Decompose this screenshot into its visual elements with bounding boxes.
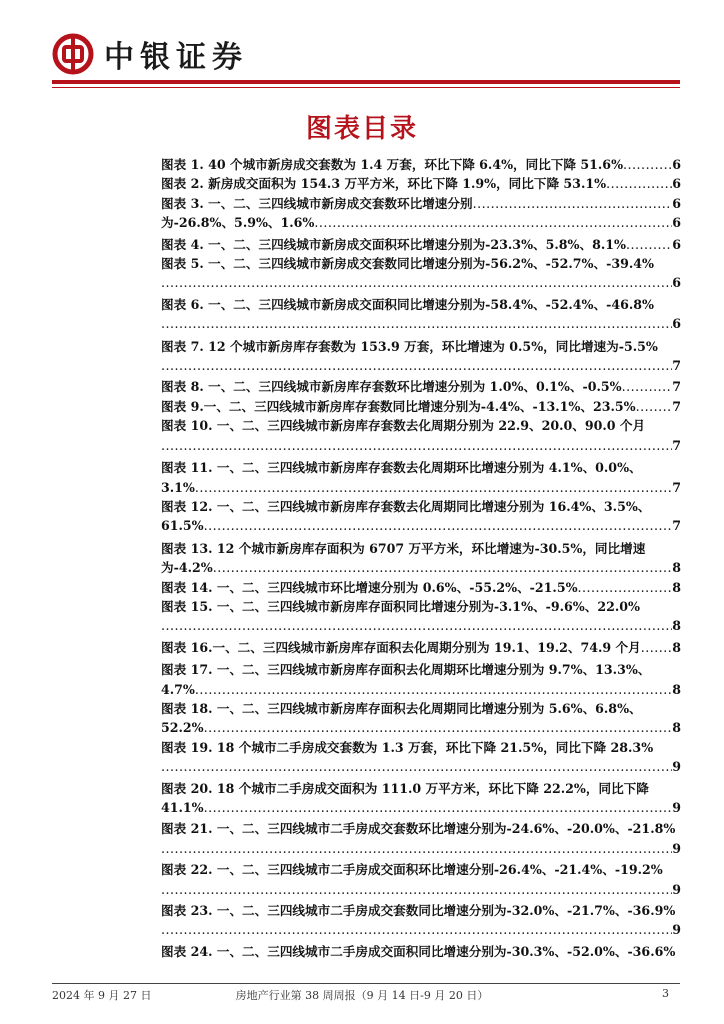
leader-dots xyxy=(204,798,673,817)
header-rule-thin xyxy=(52,87,680,88)
leader-dots xyxy=(204,718,673,737)
toc-entry-text: 图表 20. 18 个城市二手房成交面积为 111.0 万平方米，环比下降 22.2%，同比下降 xyxy=(161,780,649,796)
leader-dots xyxy=(204,516,673,535)
leader-dots xyxy=(161,356,672,375)
toc-entry[interactable] xyxy=(161,397,681,416)
toc-entry-line xyxy=(161,516,681,535)
toc-entry-line xyxy=(161,416,681,435)
toc-entry-text: 61.5% xyxy=(161,518,204,534)
toc-entry-text: 图表 16.一、二、三四线城市新房库存面积去化周期分别为 19.1、19.2、74.9 个月 xyxy=(161,639,641,655)
toc-page-number: 6 xyxy=(672,195,681,211)
toc-entry-line xyxy=(161,377,681,396)
toc-entry-line xyxy=(161,699,681,718)
footer-date: 2024 年 9 月 27 日 xyxy=(52,989,152,1002)
toc-entry-line xyxy=(161,819,681,838)
toc-entry-line xyxy=(161,660,681,679)
toc-entry-text: 图表 3. 一、二、三四线城市新房成交套数环比增速分别 xyxy=(161,195,473,211)
toc-page-number: 6 xyxy=(672,176,681,192)
toc-entry-line xyxy=(161,155,681,174)
toc-entry[interactable] xyxy=(161,638,681,657)
toc-entry-line xyxy=(161,860,681,879)
toc-entry-line xyxy=(161,779,681,798)
toc-entry-text: 52.2% xyxy=(161,720,204,736)
toc-entry-line xyxy=(161,558,681,577)
leader-dots xyxy=(473,194,673,213)
toc-entry-line xyxy=(161,920,681,939)
toc-entry-line xyxy=(161,356,681,375)
toc-entry[interactable] xyxy=(161,254,681,293)
toc-entry-line xyxy=(161,295,681,314)
toc-entry-line xyxy=(161,254,681,273)
toc-entry-line xyxy=(161,942,681,961)
toc-entry[interactable] xyxy=(161,416,681,455)
toc-entry-line xyxy=(161,597,681,616)
toc-page-number: 9 xyxy=(672,800,681,815)
toc-entry-line xyxy=(161,273,681,292)
toc-entry-text: 图表 14. 一、二、三四线城市环比增速分别为 0.6%、-55.2%、-21.5% xyxy=(161,579,578,595)
leader-dots xyxy=(626,235,672,254)
toc-entry-text: 为-4.2% xyxy=(161,560,213,576)
toc-entry[interactable] xyxy=(161,597,681,636)
toc-page-number: 6 xyxy=(672,157,681,172)
toc-entry[interactable] xyxy=(161,337,681,376)
toc-entry-line xyxy=(161,497,681,516)
toc-entry-line xyxy=(161,680,681,699)
toc-page-number: 9 xyxy=(672,881,681,897)
toc-entry-line xyxy=(161,235,681,254)
toc-entry-line xyxy=(161,638,681,657)
leader-dots xyxy=(161,273,672,292)
toc-page-number: 8 xyxy=(672,560,681,576)
leader-dots xyxy=(623,155,672,174)
toc-entry-line xyxy=(161,578,681,597)
bank-of-china-logo-icon xyxy=(52,33,94,75)
toc-entry-text: 图表 10. 一、二、三四线城市新房库存套数去化周期分别为 22.9、20.0、90.0 个月 xyxy=(161,418,646,434)
toc-page-number: 7 xyxy=(672,379,681,395)
toc-entry[interactable] xyxy=(161,155,681,174)
toc-entry-text: 图表 13. 12 个城市新房库存面积为 6707 万平方米，环比增速为-30.5%，同比增速 xyxy=(161,540,646,556)
toc-page-number: 6 xyxy=(672,236,681,252)
toc-entry-text: 图表 23. 一、二、三四线城市二手房成交套数同比增速分别为-32.0%、-21.7%、-36.9% xyxy=(161,903,676,919)
toc-entry[interactable] xyxy=(161,194,681,233)
toc-entry-line xyxy=(161,718,681,737)
page-title: 图表目录 xyxy=(305,114,418,144)
toc-entry[interactable] xyxy=(161,738,681,777)
toc-entry[interactable] xyxy=(161,295,681,334)
toc-entry-line xyxy=(161,458,681,477)
toc-entry[interactable] xyxy=(161,942,681,961)
leader-dots xyxy=(314,213,672,232)
toc-entry[interactable] xyxy=(161,819,681,858)
toc-entry-line xyxy=(161,213,681,232)
toc-entry-text: 图表 1. 40 个城市新房成交套数为 1.4 万套，环比下降 6.4%，同比下降 51.6% xyxy=(161,157,624,172)
toc-page-number: 6 xyxy=(672,215,681,231)
toc-entry-line xyxy=(161,314,681,333)
leader-dots xyxy=(195,680,672,699)
leader-dots xyxy=(195,478,672,497)
footer-page-number: 3 xyxy=(662,987,669,1000)
toc-page-number: 7 xyxy=(672,479,681,495)
toc-entry-text: 图表 21. 一、二、三四线城市二手房成交套数环比增速分别为-24.6%、-20.0%、-21.8% xyxy=(161,821,676,837)
toc-page-number: 6 xyxy=(672,316,681,332)
toc-entry-text: 图表 6. 一、二、三四线城市新房成交面积同比增速分别为-58.4%、-52.4%、-46.8% xyxy=(161,296,654,312)
header-rule xyxy=(52,80,680,84)
leader-dots xyxy=(606,174,672,193)
toc-entry-text: 图表 7. 12 个城市新房库存套数为 153.9 万套，环比增速为 0.5%，同比增速为-5.5% xyxy=(161,338,658,354)
toc-entry-line xyxy=(161,616,681,635)
toc-page-number: 7 xyxy=(672,358,681,374)
toc-entry[interactable] xyxy=(161,539,681,578)
toc-entry-text: 3.1% xyxy=(161,479,195,495)
toc-entry-text: 41.1% xyxy=(161,800,204,815)
toc-entry-text: 图表 17. 一、二、三四线城市新房库存面积去化周期环比增速分别为 9.7%、13.3%、 xyxy=(161,662,651,678)
toc-entry[interactable] xyxy=(161,377,681,396)
leader-dots xyxy=(161,839,672,858)
toc-entry-line xyxy=(161,174,681,193)
toc-entry-text: 图表 15. 一、二、三四线城市新房库存面积同比增速分别为-3.1%、-9.6%、22.0% xyxy=(161,598,640,614)
toc-entry[interactable] xyxy=(161,497,681,536)
toc-entry-text: 图表 2. 新房成交面积为 154.3 万平方米，环比下降 1.9%，同比下降 53.1% xyxy=(161,176,607,192)
leader-dots xyxy=(161,920,672,939)
toc-page-number: 8 xyxy=(672,579,681,595)
toc-entry-line xyxy=(161,798,681,817)
toc-entry-text: 图表 24. 一、二、三四线城市二手房成交面积同比增速分别为-30.3%、-52.0%、-36.6% xyxy=(161,943,676,959)
toc-entry-line xyxy=(161,880,681,899)
toc-entry-line xyxy=(161,194,681,213)
footer-rule xyxy=(52,983,680,984)
leader-dots xyxy=(213,558,673,577)
toc-page-number: 7 xyxy=(672,437,681,453)
toc-page-number: 6 xyxy=(672,275,681,291)
toc-entry-text: 图表 9.一、二、三四线城市新房库存套数同比增速分别为-4.4%、-13.1%、23.5% xyxy=(161,398,636,414)
toc-entry-line xyxy=(161,478,681,497)
footer-title: 房地产行业第 38 周周报（9 月 14 日-9 月 20 日） xyxy=(235,989,489,1002)
leader-dots xyxy=(161,880,672,899)
toc-entry-text: 图表 4. 一、二、三四线城市新房成交面积环比增速分别为-23.3%、5.8%、8.1% xyxy=(161,236,626,252)
toc-entry-text: 图表 8. 一、二、三四线城市新房库存套数环比增速分别为 1.0%、0.1%、-0.5% xyxy=(161,379,622,395)
toc-entry[interactable] xyxy=(161,779,681,818)
leader-dots xyxy=(622,377,673,396)
leader-dots xyxy=(578,578,673,597)
toc-entry-line xyxy=(161,901,681,920)
toc-page-number: 8 xyxy=(672,720,681,736)
table-of-figures xyxy=(161,155,681,961)
toc-page-number: 9 xyxy=(672,759,681,775)
toc-entry[interactable] xyxy=(161,578,681,597)
toc-entry-line xyxy=(161,337,681,356)
toc-entry-line xyxy=(161,397,681,416)
toc-entry-text: 为-26.8%、5.9%、1.6% xyxy=(161,215,315,231)
toc-entry-text: 4.7% xyxy=(161,681,195,697)
leader-dots xyxy=(161,757,672,776)
toc-entry-text: 图表 22. 一、二、三四线城市二手房成交面积环比增速分别-26.4%、-21.4%、-19.2% xyxy=(161,862,663,878)
toc-entry-line xyxy=(161,738,681,757)
toc-page-number: 8 xyxy=(672,639,681,655)
leader-dots xyxy=(161,314,672,333)
toc-entry-text: 图表 5. 一、二、三四线城市新房成交套数同比增速分别为-56.2%、-52.7%、-39.4% xyxy=(161,256,654,272)
page-header xyxy=(52,32,248,76)
toc-page-number: 7 xyxy=(672,398,681,414)
toc-entry-line xyxy=(161,839,681,858)
toc-entry-text: 图表 18. 一、二、三四线城市新房库存面积去化周期同比增速分别为 5.6%、6.8%、 xyxy=(161,700,642,716)
leader-dots xyxy=(636,397,673,416)
leader-dots xyxy=(641,638,673,657)
toc-entry-text: 图表 19. 18 个城市二手房成交套数为 1.3 万套，环比下降 21.5%，同比下降 28.3% xyxy=(161,739,654,755)
toc-page-number: 9 xyxy=(672,840,681,856)
toc-page-number: 9 xyxy=(672,922,681,938)
toc-entry-text: 图表 12. 一、二、三四线城市新房库存套数去化周期同比增速分别为 16.4%、3.5%、 xyxy=(161,498,651,514)
toc-entry[interactable] xyxy=(161,860,681,899)
leader-dots xyxy=(161,616,672,635)
toc-entry-line xyxy=(161,539,681,558)
toc-entry-text: 图表 11. 一、二、三四线城市新房库存套数去化周期环比增速分别为 4.1%、0.0%、 xyxy=(161,460,642,476)
toc-page-number: 8 xyxy=(672,681,681,697)
toc-entry[interactable] xyxy=(161,901,681,940)
toc-entry[interactable] xyxy=(161,458,681,497)
toc-entry[interactable] xyxy=(161,174,681,193)
toc-entry[interactable] xyxy=(161,699,681,738)
toc-entry-line xyxy=(161,757,681,776)
leader-dots xyxy=(161,436,672,455)
toc-page-number: 7 xyxy=(672,518,681,534)
toc-entry[interactable] xyxy=(161,235,681,254)
toc-page-number: 8 xyxy=(672,618,681,634)
toc-entry-line xyxy=(161,436,681,455)
brand-name: 中银证券 xyxy=(104,40,248,75)
toc-entry[interactable] xyxy=(161,660,681,699)
